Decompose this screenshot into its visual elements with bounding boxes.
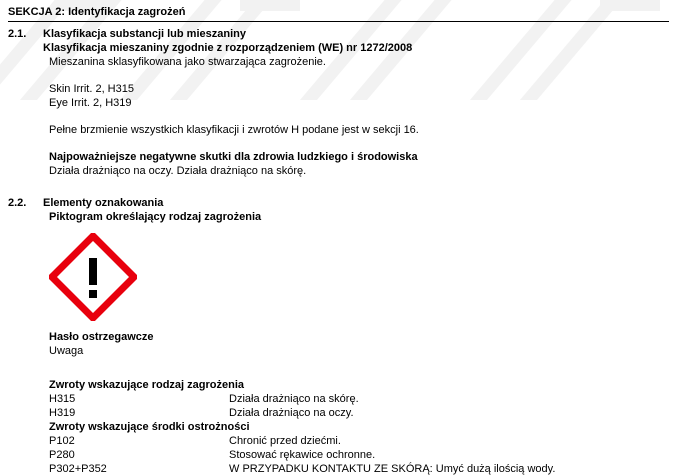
precautionary-statement-row: [49, 434, 669, 448]
adverse-effects-text: Działa drażniąco na oczy. Działa drażniąco na skórę.: [49, 165, 307, 177]
precautionary-statement-text: Stosować rękawice ochronne.: [229, 449, 376, 461]
hazard-statement-row: [49, 406, 669, 420]
section-header: SEKCJA 2: Identyfikacja zagrożeń: [8, 6, 669, 22]
hazard-statement-text: Działa drażniąco na skórę.: [229, 393, 359, 405]
pictogram-container: [43, 233, 669, 321]
subsection-2-2: [8, 196, 669, 476]
hazard-class-eye-irrit: Eye Irrit. 2, H319: [49, 97, 132, 109]
precautionary-statements-heading: Zwroty wskazujące środki ostrożności: [49, 421, 250, 433]
signal-word-heading: Hasło ostrzegawcze: [49, 331, 154, 343]
precautionary-statement-code: P102: [49, 435, 75, 447]
hazard-class-skin-irrit: Skin Irrit. 2, H315: [49, 83, 134, 95]
pictogram-heading: Piktogram określający rodzaj zagrożenia: [49, 211, 262, 223]
classification-regulation-subtitle: Klasyfikacja mieszaniny zgodnie z rozporządzeniem (WE) nr 1272/2008: [43, 42, 413, 54]
precautionary-statement-row: [49, 462, 669, 476]
precautionary-statement-code: P280: [49, 449, 75, 461]
classification-intro: Mieszanina sklasyfikowana jako stwarzająca zagrożenie.: [49, 56, 326, 68]
precautionary-statement-row: [49, 448, 669, 462]
hazard-statement-text: Działa drażniąco na oczy.: [229, 407, 354, 419]
hazard-statement-code: H315: [49, 393, 76, 405]
hazard-statements-list: [43, 392, 669, 420]
subsection-title: Klasyfikacja substancji lub mieszaniny: [43, 28, 246, 40]
subsection-title: Elementy oznakowania: [43, 197, 164, 209]
adverse-effects-heading: Najpoważniejsze negatywne skutki dla zdrowia ludzkiego i środowiska: [49, 151, 418, 163]
hazard-statement-row: [49, 392, 669, 406]
precautionary-statement-text: Chronić przed dziećmi.: [229, 435, 341, 447]
signal-word-value: Uwaga: [49, 345, 84, 357]
hazard-statement-code: H319: [49, 407, 76, 419]
subsection-number: 2.1.: [8, 28, 27, 40]
ghs07-exclamation-mark-icon: [49, 233, 137, 321]
precautionary-statements-list: [43, 434, 669, 476]
subsection-2-1: [8, 27, 669, 178]
precautionary-statement-text: W PRZYPADKU KONTAKTU ZE SKÓRĄ: Umyć dużą ilością wody.: [229, 463, 556, 475]
precautionary-statement-code: P302+P352: [49, 463, 107, 475]
hazard-statements-heading: Zwroty wskazujące rodzaj zagrożenia: [49, 379, 245, 391]
subsection-number: 2.2.: [8, 197, 27, 209]
full-text-note: Pełne brzmienie wszystkich klasyfikacji i zwrotów H podane jest w sekcji 16.: [49, 124, 419, 136]
